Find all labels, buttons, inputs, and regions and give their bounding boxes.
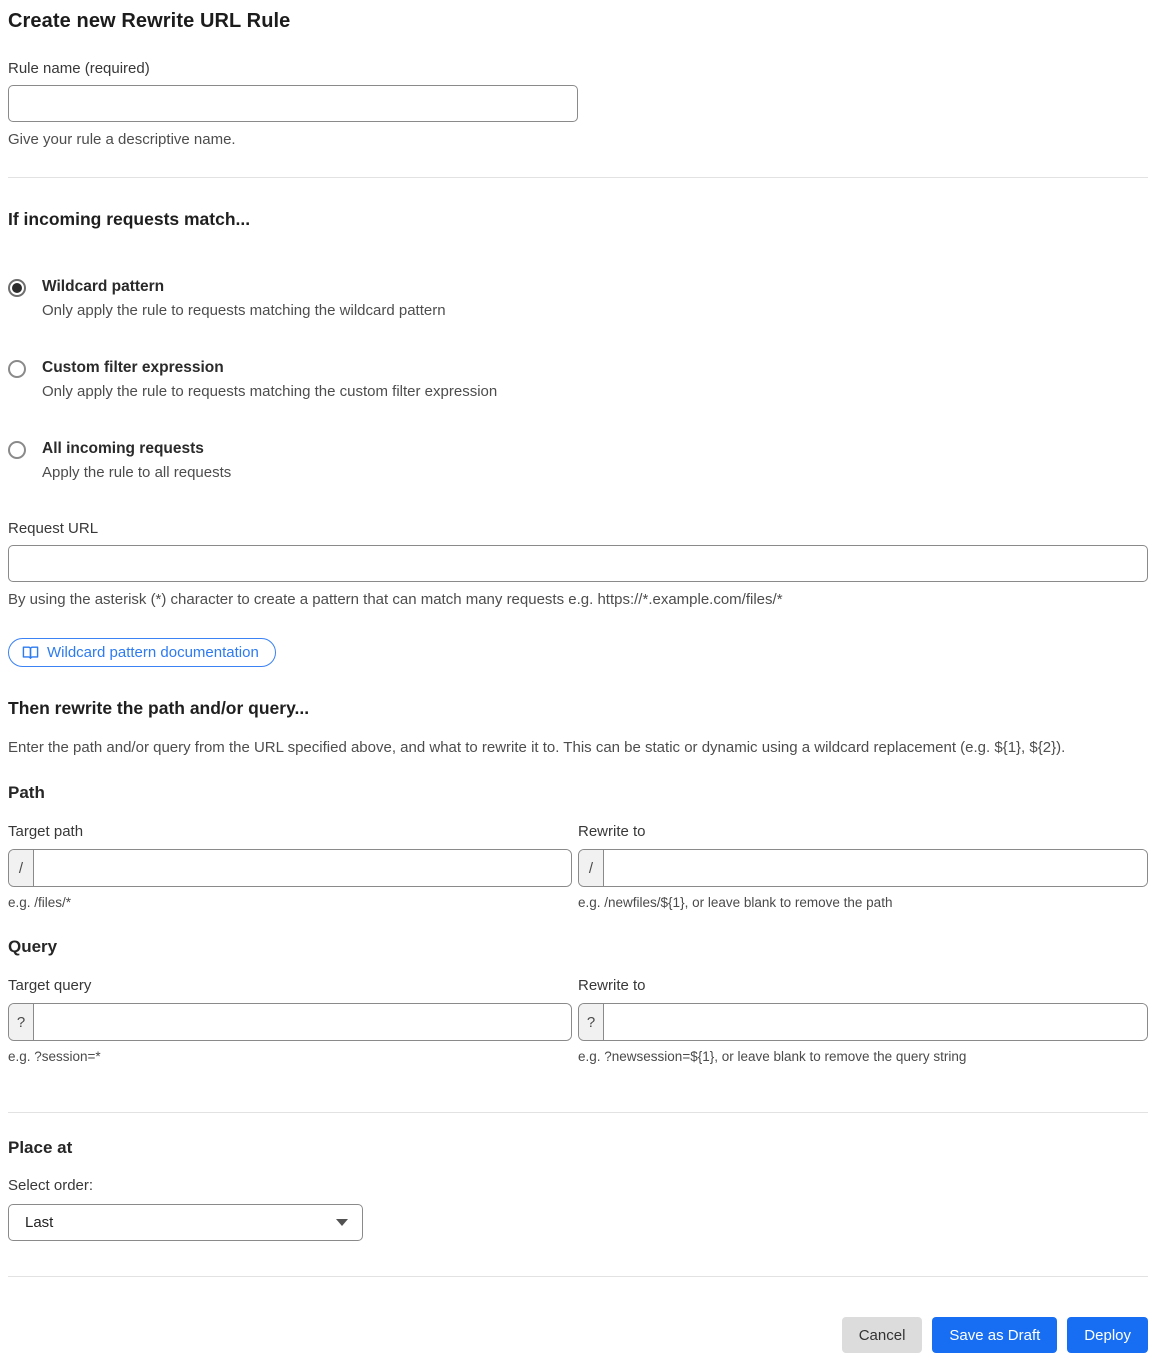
match-type-radio-group: [8, 277, 1148, 481]
radio-button-icon[interactable]: [8, 360, 26, 378]
order-select[interactable]: [8, 1204, 363, 1241]
target-path-input-group: [8, 849, 572, 887]
path-grid: [8, 803, 1148, 910]
path-rewrite-help: e.g. /newfiles/${1}, or leave blank to remove the path: [578, 895, 893, 910]
radio-button-icon[interactable]: [8, 441, 26, 459]
rewrite-section-heading: Then rewrite the path and/or query...: [8, 698, 310, 718]
rule-name-help: Give your rule a descriptive name.: [8, 131, 236, 148]
target-path-help: e.g. /files/*: [8, 895, 72, 910]
select-order-label: Select order:: [8, 1177, 94, 1194]
query-grid: [8, 957, 1148, 1064]
query-rewrite-input[interactable]: [604, 1004, 1147, 1040]
path-rewrite-input-group: [578, 849, 1148, 887]
page-title: Create new Rewrite URL Rule: [8, 10, 291, 32]
section-divider: [8, 1112, 1148, 1113]
query-rewrite-help: e.g. ?newsession=${1}, or leave blank to remove the query string: [578, 1049, 967, 1064]
query-prefix: ?: [579, 1004, 604, 1040]
query-heading: Query: [8, 937, 58, 956]
cancel-button[interactable]: Cancel: [842, 1317, 923, 1353]
section-divider: [8, 177, 1148, 178]
query-rewrite-input-group: [578, 1003, 1148, 1041]
path-heading: Path: [8, 783, 45, 802]
target-query-input[interactable]: [34, 1004, 571, 1040]
open-book-icon: [22, 645, 39, 660]
footer-actions: [8, 1317, 1148, 1353]
query-prefix: ?: [9, 1004, 34, 1040]
path-rewrite-to-label: Rewrite to: [578, 823, 646, 840]
chevron-down-icon: [336, 1219, 348, 1226]
save-as-draft-button[interactable]: Save as Draft: [932, 1317, 1057, 1353]
match-section-heading: If incoming requests match...: [8, 209, 251, 229]
request-url-label: Request URL: [8, 520, 99, 537]
path-rewrite-input[interactable]: [604, 850, 1147, 886]
target-query-help: e.g. ?session=*: [8, 1049, 101, 1064]
footer-divider: [8, 1276, 1148, 1277]
target-query-input-group: [8, 1003, 572, 1041]
place-at-heading: Place at: [8, 1138, 73, 1157]
wildcard-docs-button-label: Wildcard pattern documentation: [47, 644, 259, 661]
radio-description: Apply the rule to all requests: [42, 464, 232, 481]
create-rewrite-rule-form: [0, 10, 1158, 1367]
radio-option-all-incoming-requests[interactable]: [8, 439, 1148, 481]
radio-label: All incoming requests: [42, 440, 204, 457]
target-query-label: Target query: [8, 977, 92, 994]
query-rewrite-to-label: Rewrite to: [578, 977, 646, 994]
radio-label: Custom filter expression: [42, 359, 224, 376]
request-url-help: By using the asterisk (*) character to create a pattern that can match many requests e.g. https://*.example.com/files/*: [8, 591, 783, 608]
radio-option-custom-filter-expression[interactable]: [8, 358, 1148, 400]
target-path-label: Target path: [8, 823, 84, 840]
order-select-value: Last: [25, 1214, 54, 1231]
rewrite-section-description: Enter the path and/or query from the URL specified above, and what to rewrite it to. This can be static or dynamic using a wildcard replacement (e.g. ${1}, ${2}).: [8, 739, 1066, 756]
target-path-input[interactable]: [34, 850, 571, 886]
request-url-input[interactable]: [8, 545, 1148, 582]
radio-label: Wildcard pattern: [42, 278, 165, 295]
wildcard-docs-button[interactable]: [8, 638, 276, 667]
path-prefix: /: [579, 850, 604, 886]
radio-description: Only apply the rule to requests matching the custom filter expression: [42, 383, 498, 400]
path-prefix: /: [9, 850, 34, 886]
deploy-button[interactable]: Deploy: [1067, 1317, 1148, 1353]
radio-description: Only apply the rule to requests matching the wildcard pattern: [42, 302, 446, 319]
radio-button-icon[interactable]: [8, 279, 26, 297]
radio-option-wildcard-pattern[interactable]: [8, 277, 1148, 319]
rule-name-label: Rule name (required): [8, 60, 150, 77]
rule-name-input[interactable]: [8, 85, 578, 122]
